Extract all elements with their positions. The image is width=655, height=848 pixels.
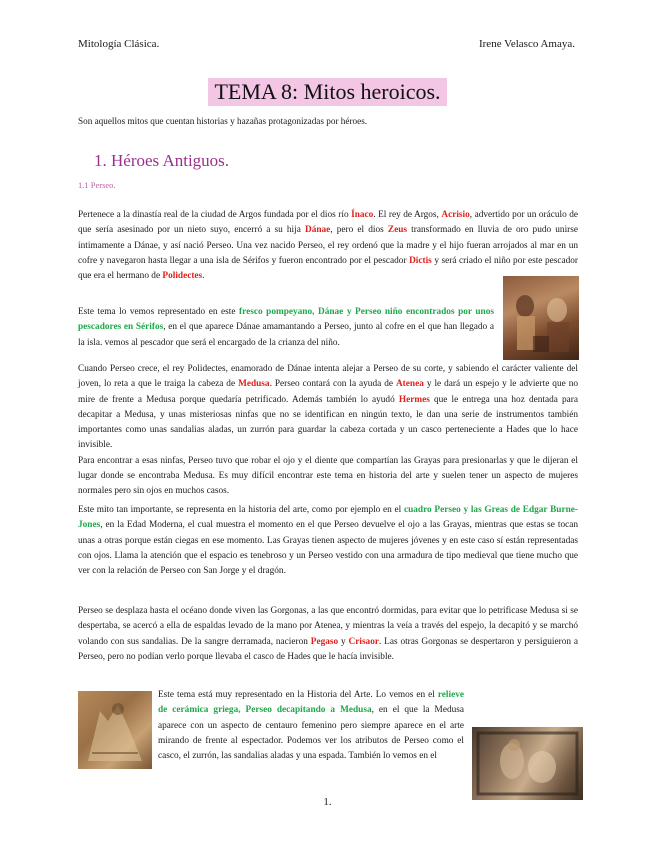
paragraph-fresco: Este tema lo vemos representado en este fresco pompeyano, Dánae y Perseo niño encontrados por unos pescadores en Sérifos, en el que aparece Dánae amamantando a Perseo, junto al cofre en el que han llegado a la isla. vemos al pescador que será el encargado de la crianza del niño. <box>78 307 494 348</box>
paragraph-lineage: Pertenece a la dinastía real de la ciudad de Argos fundada por el dios río Ínaco. El rey de Argos, Acrisio, advertido por un oráculo de que sería asesinado por un nieto suyo, encerró a su hija Dánae, pero el dios Zeus transformado en lluvia de oro pudo unirse íntimamente a Dánae, y así nació Perseo. Una vez nacido Perseo, el rey ordenó que la madre y el hijo fueran arrojados al mar en un cofre y navegaron hasta llegar a una isla de Sérifos y fueron encontrado por el pescador Dictis y será criado el niño por este pescador que era el hermano de Polidectes. <box>78 210 578 282</box>
name-medusa: Medusa <box>238 379 270 390</box>
relief-medusa-image <box>78 691 152 769</box>
name-inaco: Ínaco <box>351 210 374 220</box>
paragraph-relief: Este tema está muy representado en la Historia del Arte. Lo vemos en el relieve de cerámica griega, Perseo decapitando a Medusa, en el que la Medusa aparece con un aspecto de centauro femenino pero siempre aparece en el arte mirando de frente al espectador. Podemos ver los atributos de Perseo como el casco, el zurrón, las sandalias aladas y una espada. También lo vemos en el <box>158 690 464 762</box>
artwork-fresco: fresco pompeyano, Dánae y Perseo niño encontrados por unos pescadores en Sérifos <box>78 307 494 333</box>
paragraph-medusa-quest: Cuando Perseo crece, el rey Polidectes, enamorado de Dánae intenta alejar a Perseo de su corte, y sabiendo el carácter valiente del joven, lo reta a que le traiga la cabeza de Medusa. Perseo contará con la ayuda de Atenea y le dará un espejo y le advierte que no mire de frente a Medusa porque quedaría petrificado. Además también lo ayudó Hermes que le entrega una hoz dentada para decapitar a Medusa, y unas misteriosas ninfas que no se identifican en ningún texto, le dan una serie de instrumentos también importantes como unas sandalias aladas, un zurrón para guardar la cabeza cortada y un casco perteneciente a Hades que lo hace invisible. Para encontrar a esas ninfas, Perseo tuvo que robar el ojo y el diente que compartían las Grayas para presionarlas y que le dijeran el lugar donde se encontraba Medusa. Es muy difícil encontrar este tema en historia del arte y suelen tener un aspecto de mujeres normales pero sin ojos en muchos casos. <box>78 364 579 497</box>
page-number: 1. <box>323 796 332 808</box>
paragraph-grayas-painting: Este mito tan importante, se representa en la historia del arte, como por ejemplo en el cuadro Perseo y las Greas de Edgar Burne-Jones, en la Edad Moderna, el cual muestra el momento en el que Perseo devuelve el ojo a las Grayas, mientras que estas se tocan unas a otras porque están ciegas en ese momento. Las Grayas tienen aspecto de mujeres jóvenes y en este caso sí están representadas con ojos. Llama la atención que el espacio es tenebroso y un Perseo vestido con una armadura de tipo medieval que tiene mucho que ver con la relación de Perseo con San Jorge y el dragón. <box>78 505 578 577</box>
name-acrisio: Acrisio <box>441 210 470 220</box>
name-zeus: Zeus <box>387 225 408 236</box>
artwork-burne-jones: cuadro Perseo y las Greas de Edgar Burne-Jones <box>78 505 578 531</box>
name-polidectes: Polidectes <box>162 271 203 282</box>
name-pegaso: Pegaso <box>310 636 339 647</box>
name-atenea: Atenea <box>395 379 424 390</box>
section-heading: 1. Héroes Antiguos. <box>94 151 230 170</box>
fresco-danae-image <box>503 276 579 360</box>
page-title: TEMA 8: Mitos heroicos. <box>208 78 446 106</box>
intro-text: Son aquellos mitos que cuentan historias y hazañas protagonizadas por héroes. <box>78 116 368 126</box>
header-author: Irene Velasco Amaya. <box>478 38 575 50</box>
subsection-heading: 1.1 Perseo. <box>78 180 116 190</box>
name-hermes: Hermes <box>398 394 430 405</box>
artwork-relief: relieve de cerámica griega, Perseo decapitando a Medusa <box>158 690 464 716</box>
name-crisaor: Crisaor <box>348 636 379 647</box>
header-course: Mitología Clásica. <box>78 38 160 50</box>
name-dictis: Dictis <box>409 255 432 266</box>
title-container <box>0 78 655 106</box>
name-danae: Dánae <box>305 225 331 236</box>
paragraph-gorgons: Perseo se desplaza hasta el océano donde viven las Gorgonas, a las que encontró dormidas, para evitar que lo petrificase Medusa si se despertaba, se acercó a ella de espaldas levado de la mano por Atenea, y mientras la veía a través del espejo, la decapitó y se marchó volando con sus sandalias. De la sangre derramada, nacieron Pegaso y Crisaor. Las otras Gorgonas se despertaron y persiguieron a Perseo, pero no podían verlo porque llevaba el casco de Hades que le hacía invisible. <box>78 606 579 662</box>
sculpture-perseus-image <box>472 727 583 800</box>
